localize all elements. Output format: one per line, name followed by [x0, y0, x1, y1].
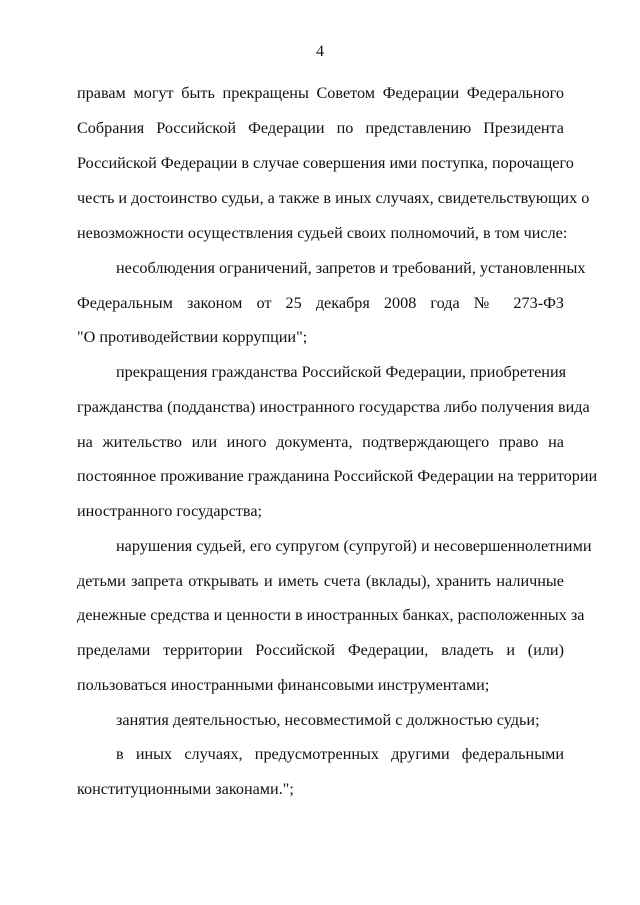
- text-line: на жительство или иного документа, подтверждающего право на: [77, 433, 564, 451]
- text-line: пределами территории Российской Федерации, владеть и (или): [77, 641, 564, 659]
- page-number: 4: [316, 43, 324, 60]
- text-line: "О противодействии коррупции";: [77, 328, 308, 346]
- text-line: честь и достоинство судьи, а также в иных случаях, свидетельствующих о: [77, 189, 590, 207]
- text-line: пользоваться иностранными финансовыми инструментами;: [77, 676, 490, 694]
- text-line: в иных случаях, предусмотренных другими федеральными: [116, 745, 564, 763]
- text-line: нарушения судьей, его супругом (супругой) и несовершеннолетними: [116, 537, 592, 555]
- text-line: занятия деятельностью, несовместимой с должностью судьи;: [116, 711, 540, 729]
- text-line: детьми запрета открывать и иметь счета (вклады), хранить наличные: [77, 572, 564, 590]
- text-line: конституционными законами.";: [77, 780, 294, 798]
- text-line: гражданства (подданства) иностранного государства либо получения вида: [77, 398, 590, 416]
- text-line: несоблюдения ограничений, запретов и требований, установленных: [116, 259, 586, 277]
- text-line: прекращения гражданства Российской Федерации, приобретения: [116, 363, 567, 381]
- text-line: Федеральным законом от 25 декабря 2008 года № 273-ФЗ: [77, 294, 564, 312]
- text-line: постоянное проживание гражданина Российской Федерации на территории: [77, 467, 598, 485]
- text-line: Собрания Российской Федерации по представлению Президента: [77, 119, 564, 137]
- text-line: правам могут быть прекращены Советом Федерации Федерального: [77, 84, 564, 102]
- text-line: денежные средства и ценности в иностранных банках, расположенных за: [77, 606, 585, 624]
- text-line: Российской Федерации в случае совершения ими поступка, порочащего: [77, 154, 574, 172]
- text-line: невозможности осуществления судьей своих полномочий, в том числе:: [77, 224, 568, 242]
- text-line: иностранного государства;: [77, 502, 263, 520]
